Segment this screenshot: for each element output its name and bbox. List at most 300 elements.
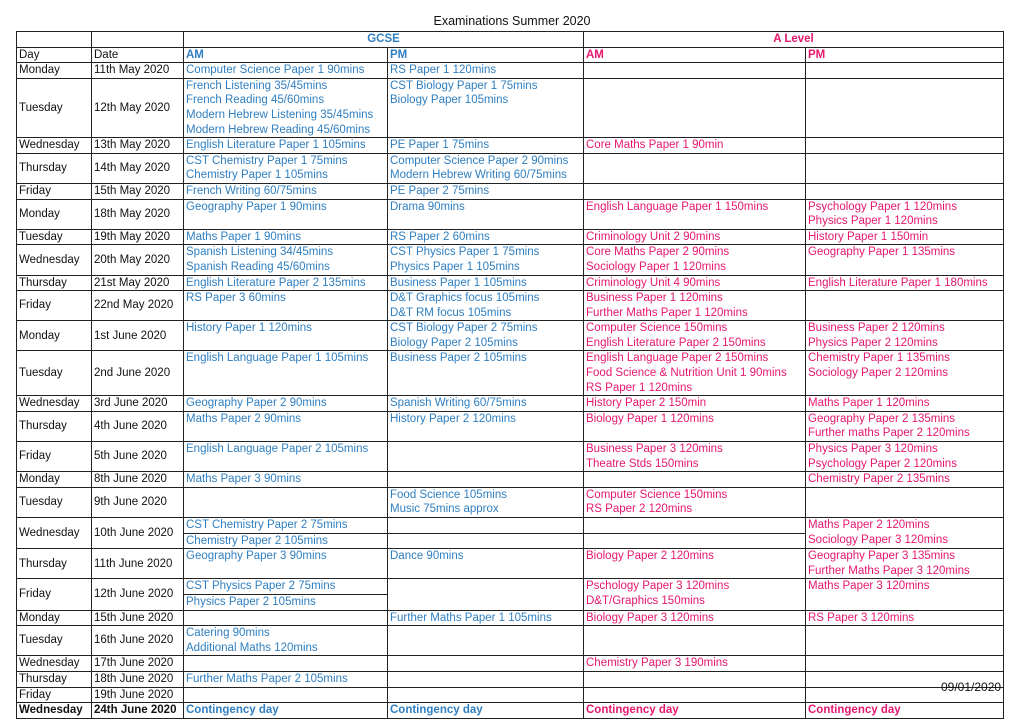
gcse-pm-column-header: PM — [388, 47, 584, 63]
gcse-pm-cell — [388, 78, 584, 137]
gcse-am-cell — [184, 321, 388, 351]
gcse-am-cell — [184, 579, 388, 610]
day-cell: Thursday — [17, 549, 92, 579]
day-cell: Tuesday — [17, 78, 92, 137]
gcse-pm-cell — [388, 671, 584, 687]
exam-entry: Geography Paper 3 90mins — [186, 550, 327, 563]
exam-entry: CST Biology Paper 2 75mins — [390, 322, 538, 335]
date-cell: 24th June 2020 — [92, 703, 184, 719]
date-cell: 16th June 2020 — [92, 626, 184, 656]
day-cell: Friday — [17, 183, 92, 199]
alevel-pm-cell — [806, 579, 1004, 610]
alevel-pm-cell — [806, 396, 1004, 412]
gcse-am-cell — [184, 183, 388, 199]
gcse-pm-cell — [388, 411, 584, 441]
date-cell: 11th May 2020 — [92, 63, 184, 79]
table-row — [17, 687, 1004, 703]
gcse-am-cell — [184, 687, 388, 703]
exam-entry — [586, 518, 803, 533]
table-row — [17, 321, 1004, 351]
alevel-pm-cell — [806, 199, 1004, 229]
exam-entry: PE Paper 2 75mins — [390, 184, 490, 197]
alevel-am-cell — [584, 275, 806, 291]
day-cell: Thursday — [17, 671, 92, 687]
day-cell: Wednesday — [17, 138, 92, 154]
table-row — [17, 518, 1004, 549]
alevel-pm-cell — [806, 442, 1004, 472]
alevel-pm-cell — [806, 321, 1004, 351]
alevel-am-cell — [584, 472, 806, 488]
date-cell: 3rd June 2020 — [92, 396, 184, 412]
table-row — [17, 442, 1004, 472]
alevel-am-cell — [584, 63, 806, 79]
exam-entry: Computer Science Paper 1 90mins — [186, 64, 365, 77]
exam-entry: Sociology Paper 3 120mins — [808, 533, 948, 546]
exam-entry: History Paper 2 150min — [586, 397, 707, 410]
gcse-am-cell — [184, 549, 388, 579]
exam-entry: Criminology Unit 2 90mins — [586, 230, 721, 243]
alevel-pm-cell — [806, 291, 1004, 321]
exam-entry: Maths Paper 1 120mins — [808, 397, 930, 410]
alevel-pm-cell — [806, 703, 1004, 719]
exam-entry: Further Maths Paper 2 105mins — [186, 672, 348, 685]
alevel-pm-cell — [806, 229, 1004, 245]
exam-entry: Spanish Listening 34/45mins — [186, 246, 334, 259]
exam-entry: Spanish Writing 60/75mins — [390, 397, 527, 410]
exam-entry: Pschology Paper 3 120mins — [586, 580, 730, 593]
date-cell: 12th June 2020 — [92, 579, 184, 610]
gcse-pm-cell — [388, 549, 584, 579]
table-row — [17, 579, 1004, 610]
day-cell: Tuesday — [17, 351, 92, 396]
exam-entry: CST Physics Paper 2 75mins — [186, 580, 336, 593]
exam-entry: Sociology Paper 1 120mins — [586, 260, 726, 273]
exam-entry: Maths Paper 1 90mins — [186, 230, 302, 243]
exam-entry: English Language Paper 2 105mins — [186, 443, 369, 456]
day-cell: Wednesday — [17, 245, 92, 275]
exam-entry: Biology Paper 3 120mins — [586, 611, 714, 624]
gcse-pm-cell — [388, 487, 584, 517]
alevel-am-cell — [584, 656, 806, 672]
alevel-am-cell — [584, 396, 806, 412]
exam-entry: Criminology Unit 4 90mins — [586, 276, 721, 289]
day-cell: Wednesday — [17, 656, 92, 672]
exam-entry: Geography Paper 2 90mins — [186, 397, 327, 410]
exam-entry: Chemistry Paper 1 105mins — [186, 169, 328, 182]
gcse-am-cell — [184, 229, 388, 245]
day-cell: Monday — [17, 199, 92, 229]
alevel-am-cell — [584, 411, 806, 441]
day-cell: Friday — [17, 442, 92, 472]
date-cell: 18th June 2020 — [92, 671, 184, 687]
exam-entry: Computer Science 150mins — [586, 322, 728, 335]
gcse-pm-cell — [388, 518, 584, 549]
date-cell: 1st June 2020 — [92, 321, 184, 351]
alevel-am-cell — [584, 626, 806, 656]
table-row — [17, 656, 1004, 672]
gcse-pm-cell — [388, 183, 584, 199]
alevel-am-cell — [584, 703, 806, 719]
exam-entry: Physics Paper 2 105mins — [184, 594, 387, 610]
alevel-pm-cell — [806, 275, 1004, 291]
day-cell: Friday — [17, 687, 92, 703]
date-cell: 12th May 2020 — [92, 78, 184, 137]
gcse-pm-cell — [388, 245, 584, 275]
exam-entry: History Paper 1 120mins — [186, 322, 312, 335]
gcse-am-cell — [184, 199, 388, 229]
exam-entry: English Literature Paper 1 180mins — [808, 276, 988, 289]
gcse-am-cell — [184, 245, 388, 275]
alevel-am-cell — [584, 78, 806, 137]
date-cell: 9th June 2020 — [92, 487, 184, 517]
exam-entry: Business Paper 2 120mins — [808, 322, 945, 335]
exam-timetable — [16, 31, 1004, 719]
day-cell: Friday — [17, 291, 92, 321]
exam-entry: Chemistry Paper 3 190mins — [586, 657, 728, 670]
exam-entry: Geography Paper 1 135mins — [808, 246, 956, 259]
timetable-body — [17, 63, 1004, 719]
exam-entry: Further Maths Paper 1 120mins — [586, 306, 748, 319]
print-date: 09/01/2020 — [941, 680, 1002, 694]
alevel-pm-cell — [806, 183, 1004, 199]
gcse-am-cell — [184, 626, 388, 656]
exam-entry: English Language Paper 1 105mins — [186, 352, 369, 365]
exam-entry: Contingency day — [586, 704, 679, 717]
gcse-am-cell — [184, 472, 388, 488]
exam-entry: Physics Paper 1 120mins — [808, 215, 938, 228]
exam-entry: Spanish Reading 45/60mins — [186, 260, 330, 273]
gcse-am-cell — [184, 487, 388, 517]
alevel-pm-cell — [806, 626, 1004, 656]
alevel-am-cell — [584, 351, 806, 396]
exam-entry: Maths Paper 3 120mins — [808, 580, 930, 593]
gcse-am-cell — [184, 610, 388, 626]
alevel-am-cell — [584, 487, 806, 517]
exam-entry: Further Maths Paper 1 105mins — [390, 611, 552, 624]
gcse-am-cell — [184, 63, 388, 79]
date-cell: 14th May 2020 — [92, 153, 184, 183]
gcse-pm-cell — [388, 656, 584, 672]
day-cell: Wednesday — [17, 396, 92, 412]
gcse-am-cell — [184, 153, 388, 183]
exam-entry: Maths Paper 2 120mins — [808, 519, 930, 532]
exam-entry: Further maths Paper 2 120mins — [808, 427, 970, 440]
table-row — [17, 671, 1004, 687]
exam-entry: Catering 90mins — [186, 627, 270, 640]
gcse-pm-cell — [388, 321, 584, 351]
alevel-am-cell — [584, 518, 806, 549]
exam-entry: Food Science & Nutrition Unit 1 90mins — [586, 367, 787, 380]
table-row — [17, 626, 1004, 656]
gcse-pm-cell — [388, 687, 584, 703]
exam-entry: Psychology Paper 2 120mins — [808, 457, 957, 470]
date-cell: 2nd June 2020 — [92, 351, 184, 396]
date-cell: 17th June 2020 — [92, 656, 184, 672]
gcse-pm-cell — [388, 396, 584, 412]
alevel-pm-cell — [806, 549, 1004, 579]
exam-entry: Geography Paper 2 135mins — [808, 412, 956, 425]
alevel-am-cell — [584, 199, 806, 229]
exam-entry: French Writing 60/75mins — [186, 184, 317, 197]
alevel-am-cell — [584, 229, 806, 245]
exam-entry: Contingency day — [390, 704, 483, 717]
table-row — [17, 703, 1004, 719]
gcse-pm-cell — [388, 626, 584, 656]
day-cell: Monday — [17, 472, 92, 488]
exam-entry: CST Biology Paper 1 75mins — [390, 79, 538, 92]
gcse-am-cell — [184, 78, 388, 137]
exam-entry: English Language Paper 2 150mins — [586, 352, 769, 365]
alevel-am-cell — [584, 549, 806, 579]
alevel-am-cell — [584, 442, 806, 472]
alevel-am-cell — [584, 291, 806, 321]
gcse-pm-cell — [388, 351, 584, 396]
alevel-pm-cell — [806, 138, 1004, 154]
date-cell: 5th June 2020 — [92, 442, 184, 472]
exam-entry: CST Chemistry Paper 2 75mins — [186, 519, 348, 532]
exam-entry: Further Maths Paper 3 120mins — [808, 564, 970, 577]
blank-header-cell — [17, 32, 92, 48]
day-cell: Tuesday — [17, 487, 92, 517]
exam-entry: D&T RM focus 105mins — [390, 306, 512, 319]
gcse-group-header: GCSE — [184, 32, 584, 48]
day-cell: Thursday — [17, 153, 92, 183]
exam-entry: Core Maths Paper 1 90min — [586, 139, 724, 152]
table-row — [17, 472, 1004, 488]
alevel-pm-cell — [806, 78, 1004, 137]
date-cell: 8th June 2020 — [92, 472, 184, 488]
alevel-pm-cell — [806, 153, 1004, 183]
alevel-am-cell — [584, 153, 806, 183]
exam-entry: French Listening 35/45mins — [186, 79, 328, 92]
table-row — [17, 199, 1004, 229]
exam-entry: English Literature Paper 2 135mins — [186, 276, 366, 289]
exam-entry: Biology Paper 1 120mins — [586, 412, 714, 425]
alevel-am-cell — [584, 610, 806, 626]
day-column-header: Day — [17, 47, 92, 63]
exam-entry: Geography Paper 3 135mins — [808, 550, 956, 563]
blank-header-cell — [92, 32, 184, 48]
exam-entry — [584, 533, 805, 549]
gcse-am-cell — [184, 671, 388, 687]
exam-entry: D&T/Graphics 150mins — [586, 595, 705, 607]
exam-entry: Contingency day — [186, 704, 279, 717]
exam-entry: Maths Paper 3 90mins — [186, 473, 302, 486]
exam-entry: History Paper 2 120mins — [390, 412, 516, 425]
date-cell: 18th May 2020 — [92, 199, 184, 229]
exam-entry: CST Chemistry Paper 1 75mins — [186, 154, 348, 167]
exam-entry: PE Paper 1 75mins — [390, 139, 490, 152]
exam-entry: English Language Paper 1 150mins — [586, 200, 769, 213]
date-cell: 15th June 2020 — [92, 610, 184, 626]
alevel-pm-cell — [806, 245, 1004, 275]
gcse-pm-cell — [388, 472, 584, 488]
gcse-pm-cell — [388, 610, 584, 626]
column-header-row — [17, 47, 1004, 63]
exam-entry: RS Paper 3 60mins — [186, 292, 286, 305]
exam-entry: Chemistry Paper 2 135mins — [808, 473, 950, 486]
exam-entry: Biology Paper 2 120mins — [586, 550, 714, 563]
gcse-am-cell — [184, 138, 388, 154]
table-row — [17, 396, 1004, 412]
table-row — [17, 245, 1004, 275]
date-cell: 21st May 2020 — [92, 275, 184, 291]
alevel-am-cell — [584, 579, 806, 610]
exam-entry: Computer Science Paper 2 90mins — [390, 154, 569, 167]
gcse-pm-cell — [388, 703, 584, 719]
table-row — [17, 610, 1004, 626]
exam-entry: Business Paper 2 105mins — [390, 352, 527, 365]
exam-entry: Additional Maths 120mins — [186, 641, 318, 654]
exam-entry: Business Paper 3 120mins — [586, 443, 723, 456]
alevel-am-cell — [584, 183, 806, 199]
alevel-pm-cell — [806, 472, 1004, 488]
day-cell: Wednesday — [17, 518, 92, 549]
exam-entry: RS Paper 3 120mins — [808, 611, 915, 624]
alevel-am-cell — [584, 687, 806, 703]
day-cell: Tuesday — [17, 626, 92, 656]
gcse-pm-cell — [388, 63, 584, 79]
table-row — [17, 411, 1004, 441]
alevel-pm-cell — [806, 518, 1004, 549]
gcse-pm-cell — [388, 442, 584, 472]
table-row — [17, 183, 1004, 199]
alevel-group-header: A Level — [584, 32, 1004, 48]
gcse-pm-cell — [388, 291, 584, 321]
table-row — [17, 549, 1004, 579]
alevel-pm-cell — [806, 487, 1004, 517]
date-cell: 15th May 2020 — [92, 183, 184, 199]
date-cell: 13th May 2020 — [92, 138, 184, 154]
exam-entry: Sociology Paper 2 120mins — [808, 367, 948, 380]
group-header-row — [17, 32, 1004, 48]
exam-entry: RS Paper 1 120mins — [390, 64, 497, 77]
day-cell: Thursday — [17, 411, 92, 441]
alevel-am-cell — [584, 138, 806, 154]
exam-entry: Modern Hebrew Listening 35/45mins — [186, 108, 374, 121]
day-cell: Monday — [17, 321, 92, 351]
alevel-pm-cell — [806, 411, 1004, 441]
gcse-am-cell — [184, 351, 388, 396]
exam-entry: English Literature Paper 1 105mins — [186, 139, 366, 152]
date-cell: 19th May 2020 — [92, 229, 184, 245]
exam-entry: RS Paper 1 120mins — [586, 381, 693, 394]
date-column-header: Date — [92, 47, 184, 63]
exam-entry: Modern Hebrew Reading 45/60mins — [186, 123, 371, 136]
exam-entry: Business Paper 1 105mins — [390, 276, 527, 289]
exam-entry: CST Physics Paper 1 75mins — [390, 246, 540, 259]
gcse-pm-cell — [388, 153, 584, 183]
exam-entry: D&T Graphics focus 105mins — [390, 292, 540, 305]
date-cell: 19th June 2020 — [92, 687, 184, 703]
alevel-pm-column-header: PM — [806, 47, 1004, 63]
table-row — [17, 63, 1004, 79]
exam-entry: Food Science 105mins — [390, 488, 507, 501]
day-cell: Monday — [17, 610, 92, 626]
alevel-pm-cell — [806, 351, 1004, 396]
gcse-am-cell — [184, 291, 388, 321]
day-cell: Monday — [17, 63, 92, 79]
exam-entry: Chemistry Paper 2 105mins — [184, 533, 387, 549]
date-cell: 20th May 2020 — [92, 245, 184, 275]
exam-entry: Contingency day — [808, 704, 901, 717]
table-row — [17, 351, 1004, 396]
exam-entry: Modern Hebrew Writing 60/75mins — [390, 169, 567, 182]
date-cell: 10th June 2020 — [92, 518, 184, 549]
exam-entry — [390, 518, 581, 533]
day-cell: Wednesday — [17, 703, 92, 719]
exam-entry: History Paper 1 150min — [808, 230, 929, 243]
date-cell: 11th June 2020 — [92, 549, 184, 579]
gcse-am-cell — [184, 275, 388, 291]
exam-entry: Physics Paper 3 120mins — [808, 443, 938, 456]
exam-entry: Psychology Paper 1 120mins — [808, 200, 957, 213]
exam-entry: Physics Paper 1 105mins — [390, 260, 520, 273]
exam-entry: Music 75mins approx — [390, 503, 499, 516]
gcse-am-cell — [184, 518, 388, 549]
gcse-am-cell — [184, 411, 388, 441]
exam-entry: Drama 90mins — [390, 200, 465, 213]
exam-entry: Theatre Stds 150mins — [586, 457, 699, 470]
gcse-pm-cell — [388, 199, 584, 229]
exam-entry — [388, 533, 583, 549]
gcse-am-cell — [184, 442, 388, 472]
alevel-pm-cell — [806, 63, 1004, 79]
day-cell: Tuesday — [17, 229, 92, 245]
table-row — [17, 138, 1004, 154]
exam-entry: Chemistry Paper 1 135mins — [808, 352, 950, 365]
exam-entry: French Reading 45/60mins — [186, 94, 325, 107]
exam-entry: Maths Paper 2 90mins — [186, 412, 302, 425]
exam-entry: Dance 90mins — [390, 550, 464, 563]
exam-entry: Business Paper 1 120mins — [586, 292, 723, 305]
gcse-pm-cell — [388, 579, 584, 610]
gcse-am-cell — [184, 396, 388, 412]
gcse-am-cell — [184, 703, 388, 719]
date-cell: 22nd May 2020 — [92, 291, 184, 321]
exam-entry: Biology Paper 2 105mins — [390, 336, 518, 349]
day-cell: Thursday — [17, 275, 92, 291]
day-cell: Friday — [17, 579, 92, 610]
table-row — [17, 275, 1004, 291]
table-row — [17, 487, 1004, 517]
exam-entry: Core Maths Paper 2 90mins — [586, 246, 730, 259]
gcse-pm-cell — [388, 229, 584, 245]
exam-entry: RS Paper 2 60mins — [390, 230, 490, 243]
alevel-pm-cell — [806, 656, 1004, 672]
exam-entry: RS Paper 2 120mins — [586, 503, 693, 516]
exam-entry: Geography Paper 1 90mins — [186, 200, 327, 213]
alevel-am-cell — [584, 321, 806, 351]
exam-entry: Physics Paper 2 120mins — [808, 336, 938, 349]
exam-entry: English Literature Paper 2 150mins — [586, 336, 766, 349]
gcse-am-cell — [184, 656, 388, 672]
date-cell: 4th June 2020 — [92, 411, 184, 441]
table-row — [17, 291, 1004, 321]
gcse-am-column-header: AM — [184, 47, 388, 63]
table-row — [17, 229, 1004, 245]
exam-entry: Computer Science 150mins — [586, 488, 728, 501]
page-title: Examinations Summer 2020 — [433, 14, 591, 28]
table-row — [17, 153, 1004, 183]
gcse-pm-cell — [388, 275, 584, 291]
alevel-am-cell — [584, 671, 806, 687]
alevel-pm-cell — [806, 610, 1004, 626]
alevel-am-cell — [584, 245, 806, 275]
table-row — [17, 78, 1004, 137]
exam-entry: Biology Paper 105mins — [390, 94, 509, 107]
gcse-pm-cell — [388, 138, 584, 154]
